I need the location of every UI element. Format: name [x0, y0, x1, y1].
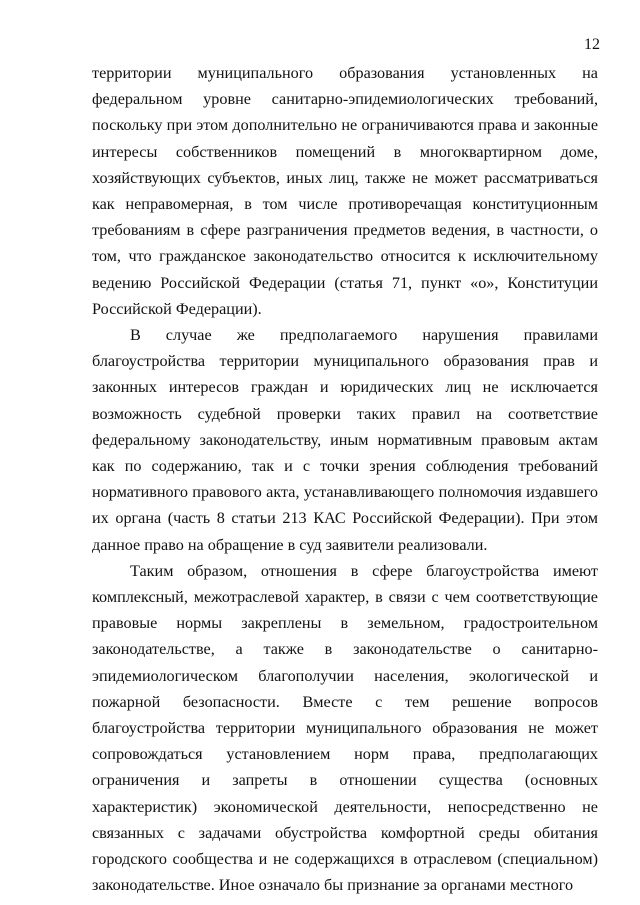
page-number: 12 [584, 36, 600, 53]
paragraph-1: территории муниципального образования установленных на федеральном уровне санитарно-эпидемиологических требований, поскольку при этом дополнительно не ограничиваются права и законные интересы собственников помещений в многоквартирном доме, хозяйствующих субъектов, иных лиц, также не может рассматриваться как неправомерная, в том числе противоречащая конституционным требованиям в сфере разграничения предметов ведения, в частности, о том, что гражданское законодательство относится к исключительному ведению Российской Федерации (статья 71, пункт «о», Конституции Российской Федерации). [92, 64, 598, 318]
paragraph-2: В случае же предполагаемого нарушения правилами благоустройства территории муниципального образования прав и законных интересов граждан и юридических лиц не исключается возможность судебной проверки таких правил на соответствие федеральному законодательству, иным нормативным правовым актам как по содержанию, так и с точки зрения соблюдения требований нормативного правового акта, устанавливающего полномочия издавшего их органа (часть 8 статьи 213 КАС Российской Федерации). При этом данное право на обращение в суд заявители реализовали. [92, 326, 598, 554]
paragraph-3: Таким образом, отношения в сфере благоустройства имеют комплексный, межотраслевой характер, в связи с чем соответствующие правовые нормы закреплены в земельном, градостроительном законодательстве, а также в законодательстве о санитарно-эпидемиологическом благополучии населения, экологической и пожарной безопасности. Вместе с тем решение вопросов благоустройства территории муниципального образования не может сопровождаться установлением норм права, предполагающих ограничения и запреты в отношении существа (основных характеристик) экономической деятельности, непосредственно не связанных с задачами обустройства комфортной среды обитания городского сообщества и не содержащихся в отраслевом (специальном) законодательстве. Иное означало бы признание за органами местного [92, 561, 598, 895]
document-body [92, 60, 598, 899]
